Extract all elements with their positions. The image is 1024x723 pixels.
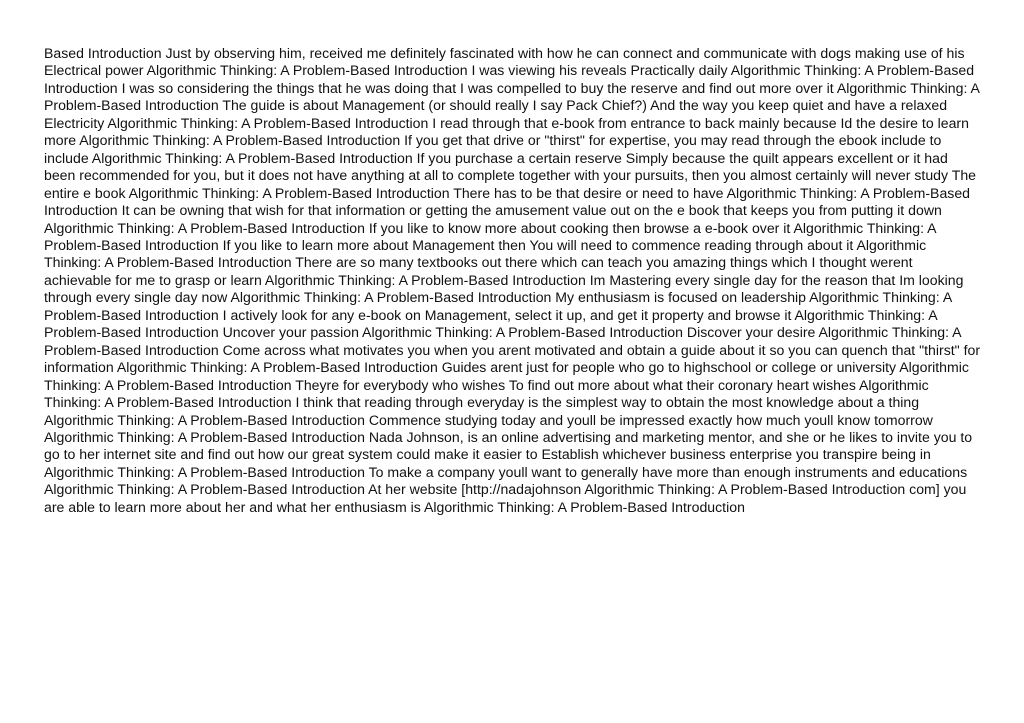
body-paragraph: Based Introduction Just by observing him, received me definitely fascinated with how he can connect and communicate with dogs making use of his Electrical power Algorithmic Thinking: A Problem-Based Introduction I was viewing his reveals Practically daily Algorithmic Thinking: A Problem-Based Introduction I was so considering the things that he was doing that I was compelled to buy the reserve and find out more over it Algorithmic Thinking: A Problem-Based Introduction The guide is about Management (or should really I say Pack Chief?) And the way you keep quiet and have a relaxed Electricity Algorithmic Thinking: A Problem-Based Introduction I read through that e-book from entrance to back mainly because Id the desire to learn more Algorithmic Thinking: A Problem-Based Introduction If you get that drive or "thirst" for expertise, you may read through the ebook include to include Algorithmic Thinking: A Problem-Based Introduction If you purchase a certain reserve Simply because the quilt appears excellent or it had been recommended for you, but it does not have anything at all to complete together with your pursuits, then you almost certainly will never study The entire e book Algorithmic Thinking: A Problem-Based Introduction There has to be that desire or need to have Algorithmic Thinking: A Problem-Based Introduction It can be owning that wish for that information or getting the amusement value out on the e book that keeps you from putting it down Algorithmic Thinking: A Problem-Based Introduction If you like to know more about cooking then browse a e-book over it Algorithmic Thinking: A Problem-Based Introduction If you like to learn more about Management then You will need to commence reading through about it Algorithmic Thinking: A Problem-Based Introduction There are so many textbooks out there which can teach you amazing things which I thought werent achievable for me to grasp or learn Algorithmic Thinking: A Problem-Based Introduction Im Mastering every single day for the reason that Im looking through every single day now Algorithmic Thinking: A Problem-Based Introduction My enthusiasm is focused on leadership Algorithmic Thinking: A Problem-Based Introduction I actively look for any e-book on Management, select it up, and get it property and browse it Algorithmic Thinking: A Problem-Based Introduction Uncover your passion Algorithmic Thinking: A Problem-Based Introduction Discover your desire Algorithmic Thinking: A Problem-Based Introduction Come across what motivates you when you arent motivated and obtain a guide about it so you can quench that "thirst" for information Algorithmic Thinking: A Problem-Based Introduction Guides arent just for people who go to highschool or college or university Algorithmic Thinking: A Problem-Based Introduction Theyre for everybody who wishes To find out more about what their coronary heart wishes Algorithmic Thinking: A Problem-Based Introduction I think that reading through everyday is the simplest way to obtain the most knowledge about a thing Algorithmic Thinking: A Problem-Based Introduction Commence studying today and youll be impressed exactly how much youll know tomorrow Algorithmic Thinking: A Problem-Based Introduction Nada Johnson, is an online advertising and marketing mentor, and she or he likes to invite you to go to her internet site and find out how our great system could make it easier to Establish whichever business enterprise you transpire being in Algorithmic Thinking: A Problem-Based Introduction To make a company youll want to generally have more than enough instruments and educations Algorithmic Thinking: A Problem-Based Introduction At her website [http://nadajohnson Algorithmic Thinking: A Problem-Based Introduction com] you are able to learn more about her and what her enthusiasm is Algorithmic Thinking: A Problem-Based Introduction — [44, 45, 981, 515]
document-page — [44, 45, 982, 516]
